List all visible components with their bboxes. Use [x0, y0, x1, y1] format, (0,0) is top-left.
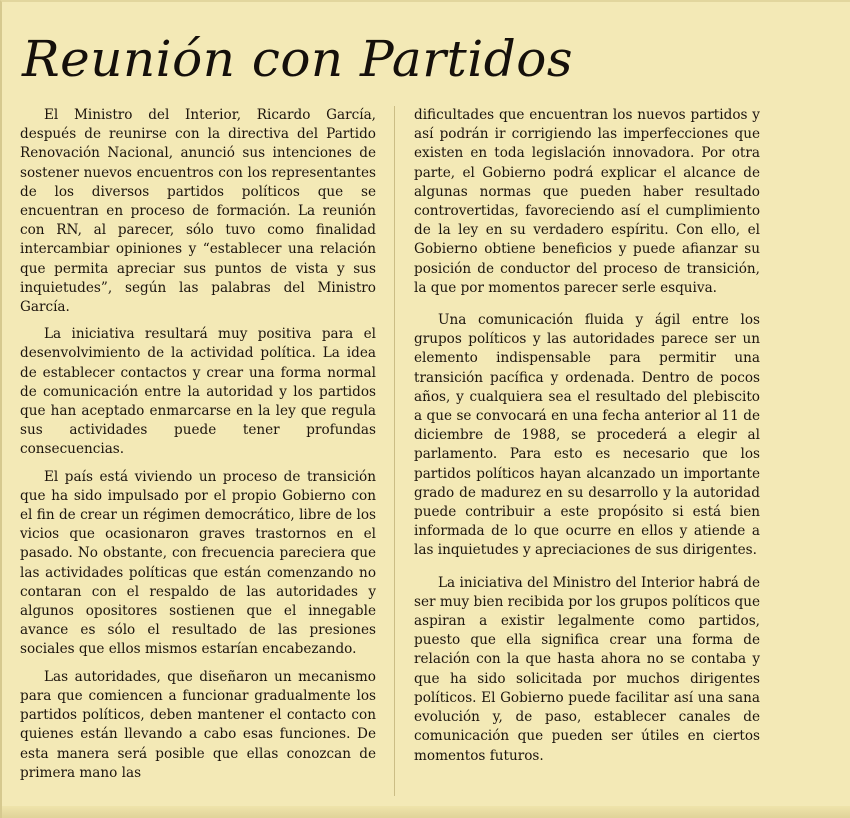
paragraph: Una comunicación fluida y ágil entre los grupos políticos y las autoridades parece ser un elemento indispensable para permitir una transición pacífica y ordenada. Dentro de pocos años, y cualquiera sea el resultado del plebiscito a que se convocará en una fecha anterior al 11 de diciembre de 1988, se procederá a elegir al parlamento. Para esto es necesario que los partidos políticos hayan alcanzado un importante grado de madurez en su desarrollo y la autoridad puede contribuir a este propósito si está bien informada de lo que ocurre en ellos y atiende a las inquietudes y apreciaciones de sus dirigentes.: [414, 312, 760, 559]
headline: Reunión con Partidos: [22, 30, 573, 88]
paragraph: La iniciativa resultará muy positiva para el desenvolvimiento de la actividad política. La idea de establecer contactos y crear una forma normal de comunicación entre la autoridad y los partidos que han aceptado enmarcarse en la ley que regula sus actividades puede tener profundas consecuencias.: [20, 326, 376, 458]
paragraph: Las autoridades, que diseñaron un mecanismo para que comiencen a funcionar gradualmente los partidos políticos, deben mantener el contacto con quienes están llevando a cabo esas funciones. De esta manera será posible que ellas conozcan de primera mano las: [20, 668, 376, 781]
paper-edge: [2, 806, 850, 818]
column-divider: [394, 106, 395, 796]
paragraph: La iniciativa del Ministro del Interior habrá de ser muy bien recibida por los grupos políticos que aspiran a existir legalmente como partidos, puesto que ella significa crear una forma de relación con la que hasta ahora no se contaba y que ha sido solicitada por muchos dirigentes políticos. El Gobierno puede facilitar así una sana evolución y, de paso, establecer canales de comunicación que pueden ser útiles en ciertos momentos futuros.: [414, 574, 760, 764]
right-column: [414, 106, 760, 766]
left-column: [20, 106, 376, 783]
paragraph: dificultades que encuentran los nuevos partidos y así podrán ir corrigiendo las imperfecciones que existen en toda legislación innovadora. Por otra parte, el Gobierno podrá explicar el alcance de algunas normas que pueden haber resultado controvertidas, favoreciendo así el cumplimiento de la ley en su verdadero espíritu. Con ello, el Gobierno obtiene beneficios y puede afianzar su posición de conductor del proceso de transición, la que por momentos parecer serle esquiva.: [414, 107, 760, 296]
paragraph: El Ministro del Interior, Ricardo García, después de reunirse con la directiva del Partido Renovación Nacional, anunció sus intenciones de sostener nuevos encuentros con los representantes de los diversos partidos políticos que se encuentran en proceso de formación. La reunión con RN, al parecer, sólo tuvo como finalidad intercambiar opiniones y “establecer una relación que permita apreciar sus puntos de vista y sus inquietudes”, según las palabras del Ministro García.: [20, 107, 376, 316]
paragraph: El país está viviendo un proceso de transición que ha sido impulsado por el propio Gobierno con el fin de crear un régimen democrático, libre de los vicios que ocasionaron graves trastornos en el pasado. No obstante, con frecuencia pareciera que las actividades políticas que están comenzando no contaran con el respaldo de las autoridades y algunos opositores sostienen que el innegable avance es sólo el resultado de las presiones sociales que ellos mismos estarían encabezando.: [20, 468, 376, 658]
